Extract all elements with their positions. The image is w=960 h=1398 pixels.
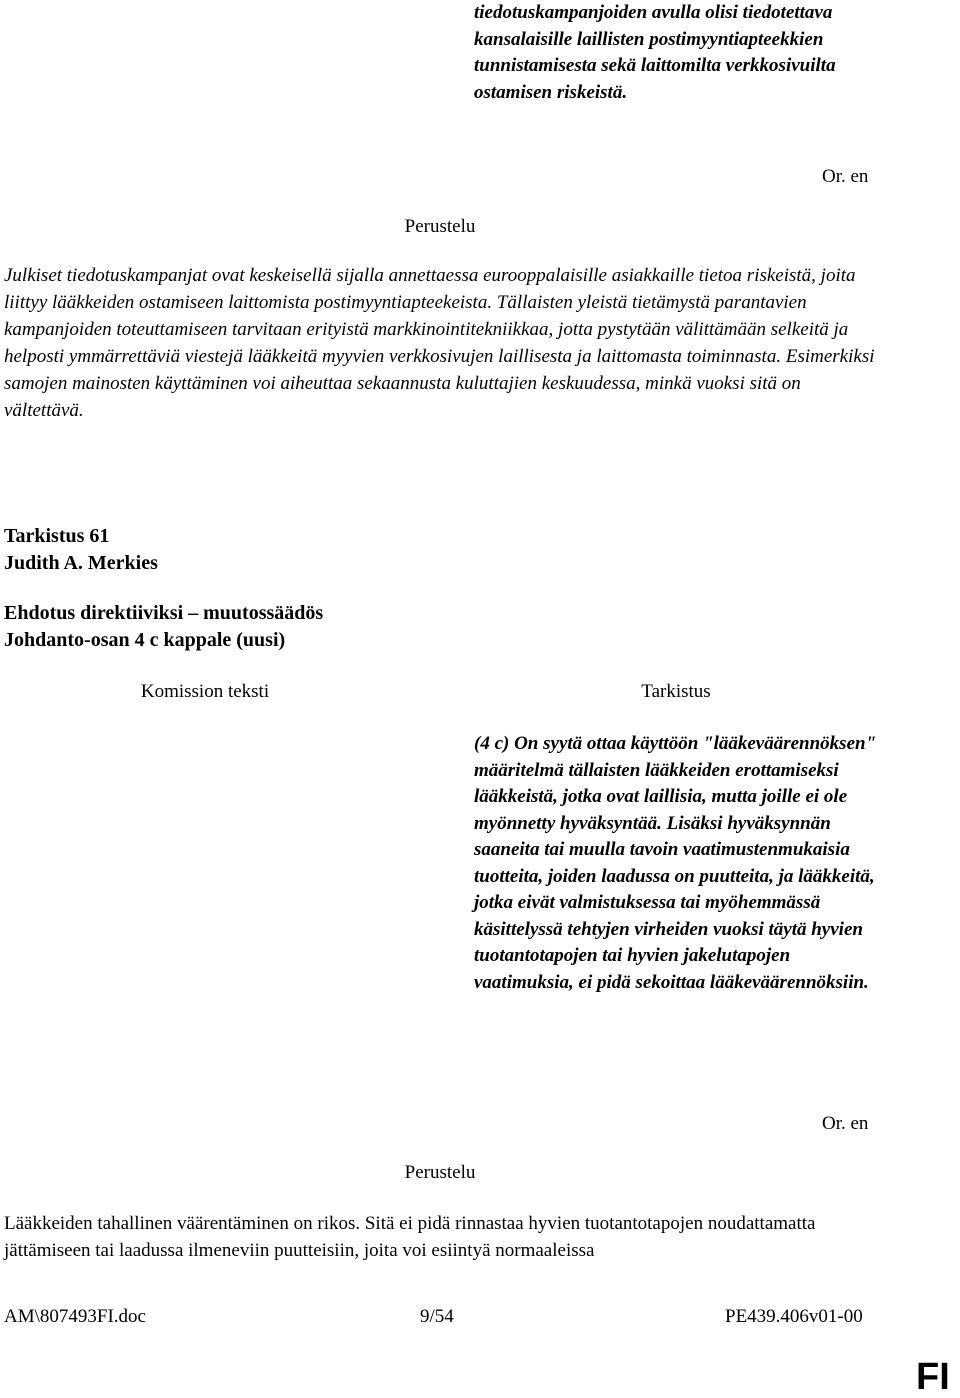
language-code: FI: [916, 1356, 950, 1398]
pe-reference: PE439.406v01-00: [725, 1306, 863, 1327]
page-number: 9/54: [420, 1306, 454, 1327]
justification-text: [4, 1210, 876, 1264]
amendment-text: (4 c) On syytä ottaa käyttöön "lääkeväärennöksen" määritelmä tällaisten lääkkeiden erottamiseksi lääkkeistä, jotka ovat laillisia, mutta joille ei ole myönnetty hyväksyntää. Lisäksi hyväksynnän saaneita tai muulla tavoin vaatimustenmukaisia tuotteita, joiden laadussa on puutteita, ja lääkkeitä, jotka eivät valmistuksessa tai myöhemmässä käsittelyssä tehtyjen virheiden vuoksi täytä hyvien tuotantotapojen tai hyvien jakelutapojen vaatimuksia, ei pidä sekoittaa lääkeväärennöksiin.: [474, 733, 877, 993]
justification-sentence: Lääkkeiden tahallinen väärentäminen on rikos. Sitä ei pidä rinnastaa hyvien tuotantotapojen noudattamatta jättämiseen tai laadussa ilmeneviin puutteisiin, joita voi esiintyä normaaleissa: [4, 1213, 816, 1261]
amendment-heading: Tarkistus: [641, 681, 711, 702]
amendment-location: Johdanto-osan 4 c kappale (uusi): [4, 629, 286, 651]
justification-sentence: Esimerkiksi samojen mainosten käyttäminen voi aiheuttaa sekaannusta kuluttajien keskuudessa, minkä vuoksi sitä on vältettävä.: [4, 346, 875, 421]
amendment-author: Judith A. Merkies: [4, 552, 158, 574]
justification-heading: Perustelu: [404, 216, 476, 237]
justification-sentence: Tällaisten yleistä tietämystä parantavien kampanjoiden toteuttamiseen tarvitaan erityistä markkinointitekniikkaa, jotta pystytään välittämään selkeitä ja helposti ymmärrettäviä viestejä lääkkeitä myyvien verkkosivujen laillisesta ja laittomasta toiminnasta.: [4, 292, 849, 367]
previous-amendment-text: tiedotuskampanjoiden avulla olisi tiedotettava kansalaisille laillisten postimyyntiapteekkien tunnistamisesta sekä laittomilta verkkosivuilta ostamisen riskeistä.: [474, 2, 836, 103]
original-language-label: Or. en: [822, 166, 869, 187]
original-language-label: Or. en: [822, 1113, 869, 1134]
commission-text-heading: Komission teksti: [140, 681, 270, 702]
document-reference: AM\807493FI.doc: [4, 1306, 146, 1327]
justification-text: [4, 262, 876, 424]
proposal-title: Ehdotus direktiiviksi – muutossäädös: [4, 602, 324, 624]
justification-heading: Perustelu: [404, 1162, 476, 1183]
justification-sentence: Julkiset tiedotuskampanjat ovat keskeisellä sijalla annettaessa eurooppalaisille asiakkaille tietoa riskeistä, joita liittyy lääkkeiden ostamiseen laittomista postimyyntiapteekeista.: [4, 265, 856, 313]
amendment-number: Tarkistus 61: [4, 525, 110, 547]
